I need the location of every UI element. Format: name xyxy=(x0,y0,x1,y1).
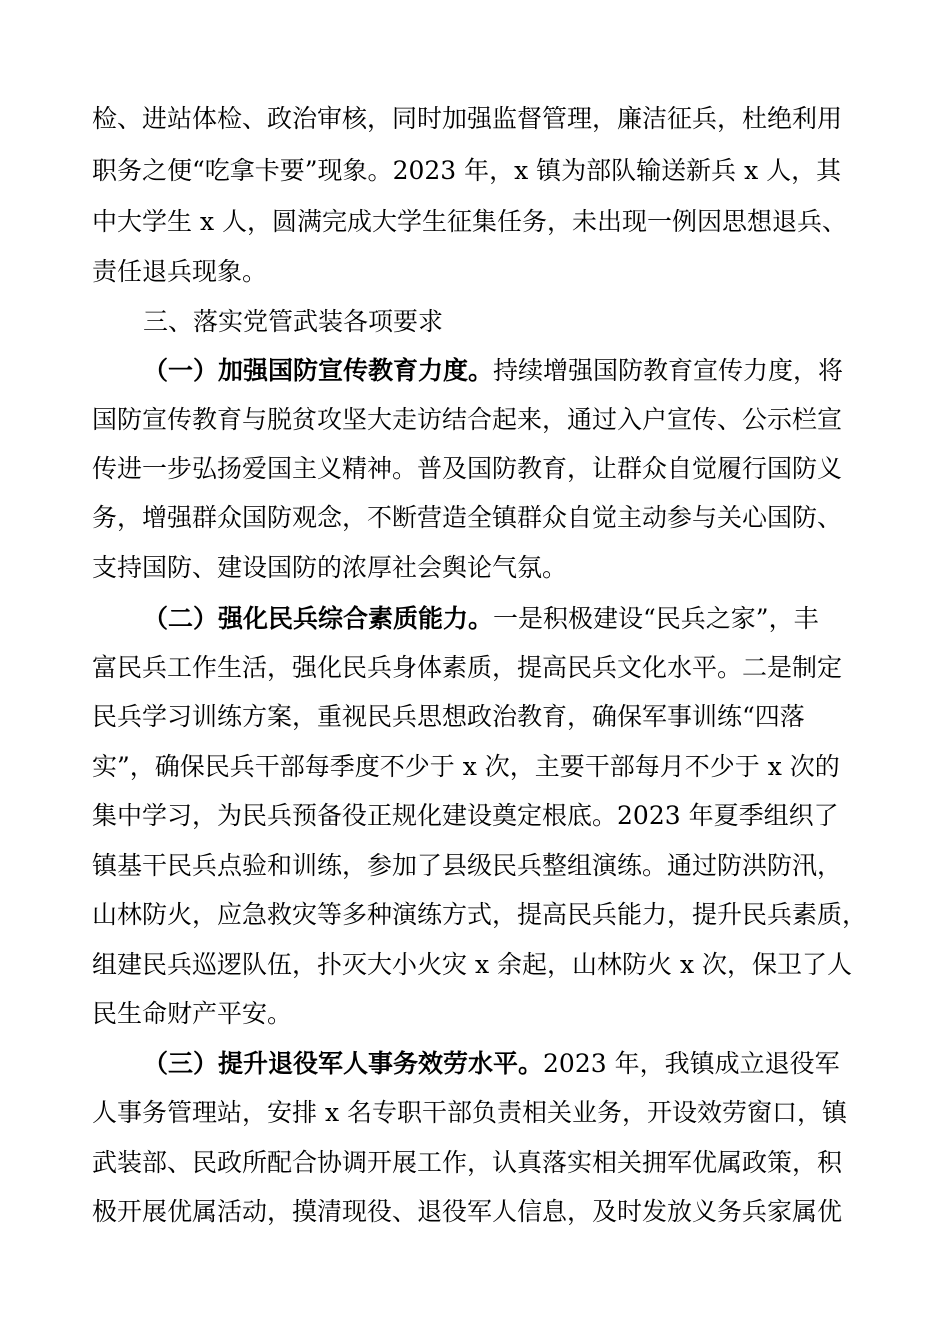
paragraph-text: 持续增强国防教育宣传力度，将 xyxy=(493,356,844,385)
paragraph-title: （三）提升退役军人事务效劳水平。 xyxy=(143,1049,544,1078)
paragraph-first-line xyxy=(143,604,819,634)
body-text-line: 务，增强群众国防观念，不断营造全镇群众自觉主动参与关心国防、 xyxy=(92,503,843,532)
paragraph-title: （一）加强国防宣传教育力度。 xyxy=(143,356,494,385)
body-text-line: 山林防火，应急救灾等多种演练方式，提高民兵能力，提升民兵素质， xyxy=(92,900,868,929)
body-text-line: 富民兵工作生活，强化民兵身体素质，提高民兵文化水平。二是制定 xyxy=(92,653,843,682)
section-heading: 三、落实党管武装各项要求 xyxy=(143,307,444,336)
body-text-line: 人事务管理站，安排 x 名专职干部负责相关业务，开设效劳窗口，镇 xyxy=(92,1098,847,1127)
body-text-line: 镇基干民兵点验和训练，参加了县级民兵整组演练。通过防洪防汛， xyxy=(92,851,843,880)
paragraph-text: 2023 年，我镇成立退役军 xyxy=(543,1049,840,1078)
paragraph-first-line xyxy=(143,1049,840,1079)
body-text-line: 中大学生 x 人，圆满完成大学生征集任务，未出现一例因思想退兵、 xyxy=(92,207,847,236)
body-text-line: 传进一步弘扬爱国主义精神。普及国防教育，让群众自觉履行国防义 xyxy=(92,454,843,483)
paragraph-text: 一是积极建设“民兵之家”，丰 xyxy=(493,604,819,633)
body-text-line: 集中学习，为民兵预备役正规化建设奠定根底。2023 年夏季组织了 xyxy=(92,801,839,830)
paragraph-first-line xyxy=(143,356,843,386)
body-text-line: 民兵学习训练方案，重视民兵思想政治教育，确保军事训练“四落 xyxy=(92,702,805,731)
paragraph-title: （二）强化民兵综合素质能力。 xyxy=(143,604,494,633)
body-text-line: 民生命财产平安。 xyxy=(92,999,293,1028)
body-text-line: 职务之便“吃拿卡要”现象。2023 年，x 镇为部队输送新兵 x 人，其 xyxy=(92,156,842,185)
body-text-line: 组建民兵巡逻队伍，扑灭大小火灾 x 余起，山林防火 x 次，保卫了人 xyxy=(92,950,852,979)
body-text-line: 极开展优属活动，摸清现役、退役军人信息，及时发放义务兵家属优 xyxy=(92,1197,843,1226)
body-text-line: 责任退兵现象。 xyxy=(92,257,268,286)
body-text-line: 国防宣传教育与脱贫攻坚大走访结合起来，通过入户宣传、公示栏宣 xyxy=(92,405,843,434)
body-text-line: 武装部、民政所配合协调开展工作，认真落实相关拥军优属政策，积 xyxy=(92,1148,843,1177)
body-text-line: 检、进站体检、政治审核，同时加强监督管理，廉洁征兵，杜绝利用 xyxy=(92,104,843,133)
body-text-line: 实”，确保民兵干部每季度不少于 x 次，主要干部每月不少于 x 次的 xyxy=(92,752,840,781)
body-text-line: 支持国防、建设国防的浓厚社会舆论气氛。 xyxy=(92,553,568,582)
